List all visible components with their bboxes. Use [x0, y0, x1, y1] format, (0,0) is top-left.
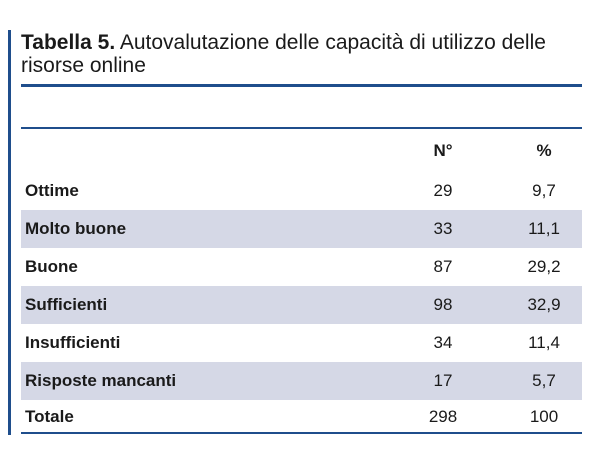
table-bottom-divider [21, 432, 582, 434]
row-percent: 11,4 [528, 333, 560, 352]
table-row [21, 210, 582, 248]
row-count: 17 [433, 371, 453, 390]
row-label: Risposte mancanti [25, 371, 177, 390]
header-percent: % [536, 140, 552, 160]
row-label: Molto buone [25, 219, 127, 238]
row-label: Ottime [25, 181, 79, 200]
header-count: N° [433, 140, 453, 160]
row-label: Buone [25, 257, 78, 276]
table-total-row [21, 400, 582, 433]
row-label: Insufficienti [25, 333, 121, 352]
table-number: Tabella 5. [21, 31, 116, 54]
table-row [21, 362, 582, 400]
total-percent: 100 [529, 406, 559, 426]
table-title: Autovalutazione delle capacità di utilizzo delle risorse online [21, 31, 546, 77]
row-percent: 5,7 [532, 371, 556, 390]
row-count: 98 [433, 295, 453, 314]
total-count: 298 [428, 406, 458, 426]
row-count: 33 [433, 219, 453, 238]
total-label: Totale [25, 406, 74, 426]
row-count: 87 [433, 257, 453, 276]
row-percent: 11,1 [528, 219, 560, 238]
table-row [21, 248, 582, 286]
row-count: 29 [433, 181, 453, 200]
table-caption [21, 31, 581, 77]
row-label: Sufficienti [25, 295, 108, 314]
row-percent: 32,9 [527, 295, 561, 314]
data-table [21, 129, 582, 433]
caption-divider [21, 84, 582, 87]
row-percent: 9,7 [532, 181, 556, 200]
row-percent: 29,2 [527, 257, 561, 276]
table-row [21, 286, 582, 324]
table-row [21, 324, 582, 362]
left-accent-rule [8, 30, 11, 435]
table-header-row [21, 129, 582, 172]
row-count: 34 [433, 333, 453, 352]
table-row [21, 172, 582, 210]
